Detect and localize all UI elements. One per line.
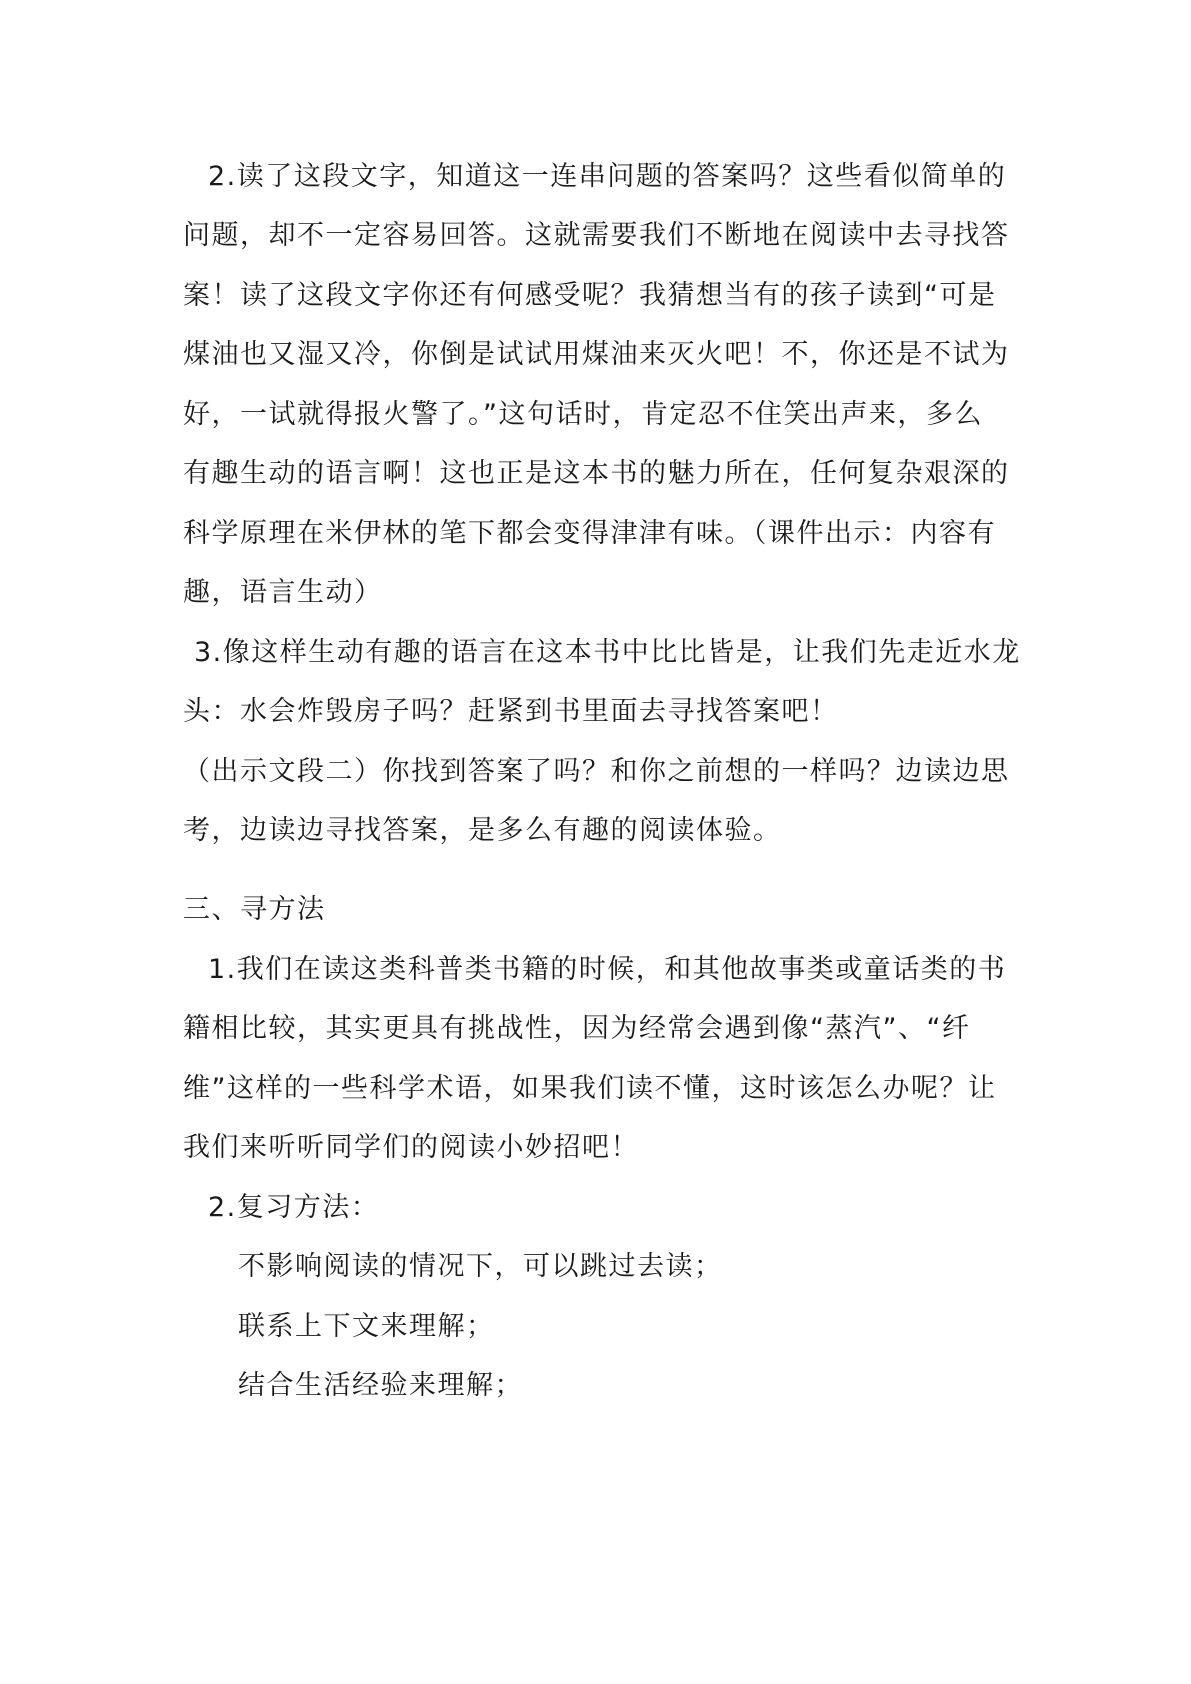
review-methods-heading: 2.复习方法： xyxy=(208,1192,380,1223)
paragraph-2-line-4: 煤油也又湿又冷，你倒是试试用煤油来灭火吧！不，你还是不试为 xyxy=(183,339,1010,370)
section-heading-find-methods: 三、寻方法 xyxy=(183,894,326,925)
method-paragraph-1-line-4: 我们来听听同学们的阅读小妙招吧！ xyxy=(183,1132,639,1163)
method-item-skip-reading: 不影响阅读的情况下，可以跳过去读； xyxy=(238,1251,723,1282)
method-item-context: 联系上下文来理解； xyxy=(238,1311,495,1342)
paragraph-3-line-3: （出示文段二）你找到答案了吗？和你之前想的一样吗？边读边思 xyxy=(183,756,1010,787)
method-paragraph-1-line-3: 维”这样的一些科学术语，如果我们读不懂，这时该怎么办呢？让 xyxy=(183,1073,997,1104)
paragraph-2-line-1: 2.读了这段文字，知道这一连串问题的答案吗？这些看似简单的 xyxy=(208,161,1007,192)
method-paragraph-1-line-2: 籍相比较，其实更具有挑战性，因为经常会遇到像“蒸汽”、“纤 xyxy=(183,1013,971,1044)
paragraph-3-line-4: 考，边读边寻找答案，是多么有趣的阅读体验。 xyxy=(183,815,782,846)
paragraph-2-line-3: 案！读了这段文字你还有何感受呢？我猜想当有的孩子读到“可是 xyxy=(183,280,997,311)
paragraph-2-line-2: 问题，却不一定容易回答。这就需要我们不断地在阅读中去寻找答 xyxy=(183,220,1010,251)
method-item-life-experience: 结合生活经验来理解； xyxy=(238,1370,523,1401)
paragraph-3-line-2: 头：水会炸毁房子吗？赶紧到书里面去寻找答案吧！ xyxy=(183,696,839,727)
paragraph-3-line-1: 3.像这样生动有趣的语言在这本书中比比皆是，让我们先走近水龙 xyxy=(194,637,1021,668)
paragraph-2-line-8: 趣，语言生动） xyxy=(183,577,383,608)
method-paragraph-1-line-1: 1.我们在读这类科普类书籍的时候，和其他故事类或童话类的书 xyxy=(208,954,1007,985)
paragraph-2-line-7: 科学原理在米伊林的笔下都会变得津津有味。（课件出示：内容有 xyxy=(183,518,996,549)
paragraph-2-line-5: 好，一试就得报火警了。”这句话时，肯定忍不住笑出声来，多么 xyxy=(183,399,983,430)
paragraph-2-line-6: 有趣生动的语言啊！这也正是这本书的魅力所在，任何复杂艰深的 xyxy=(183,458,1010,489)
